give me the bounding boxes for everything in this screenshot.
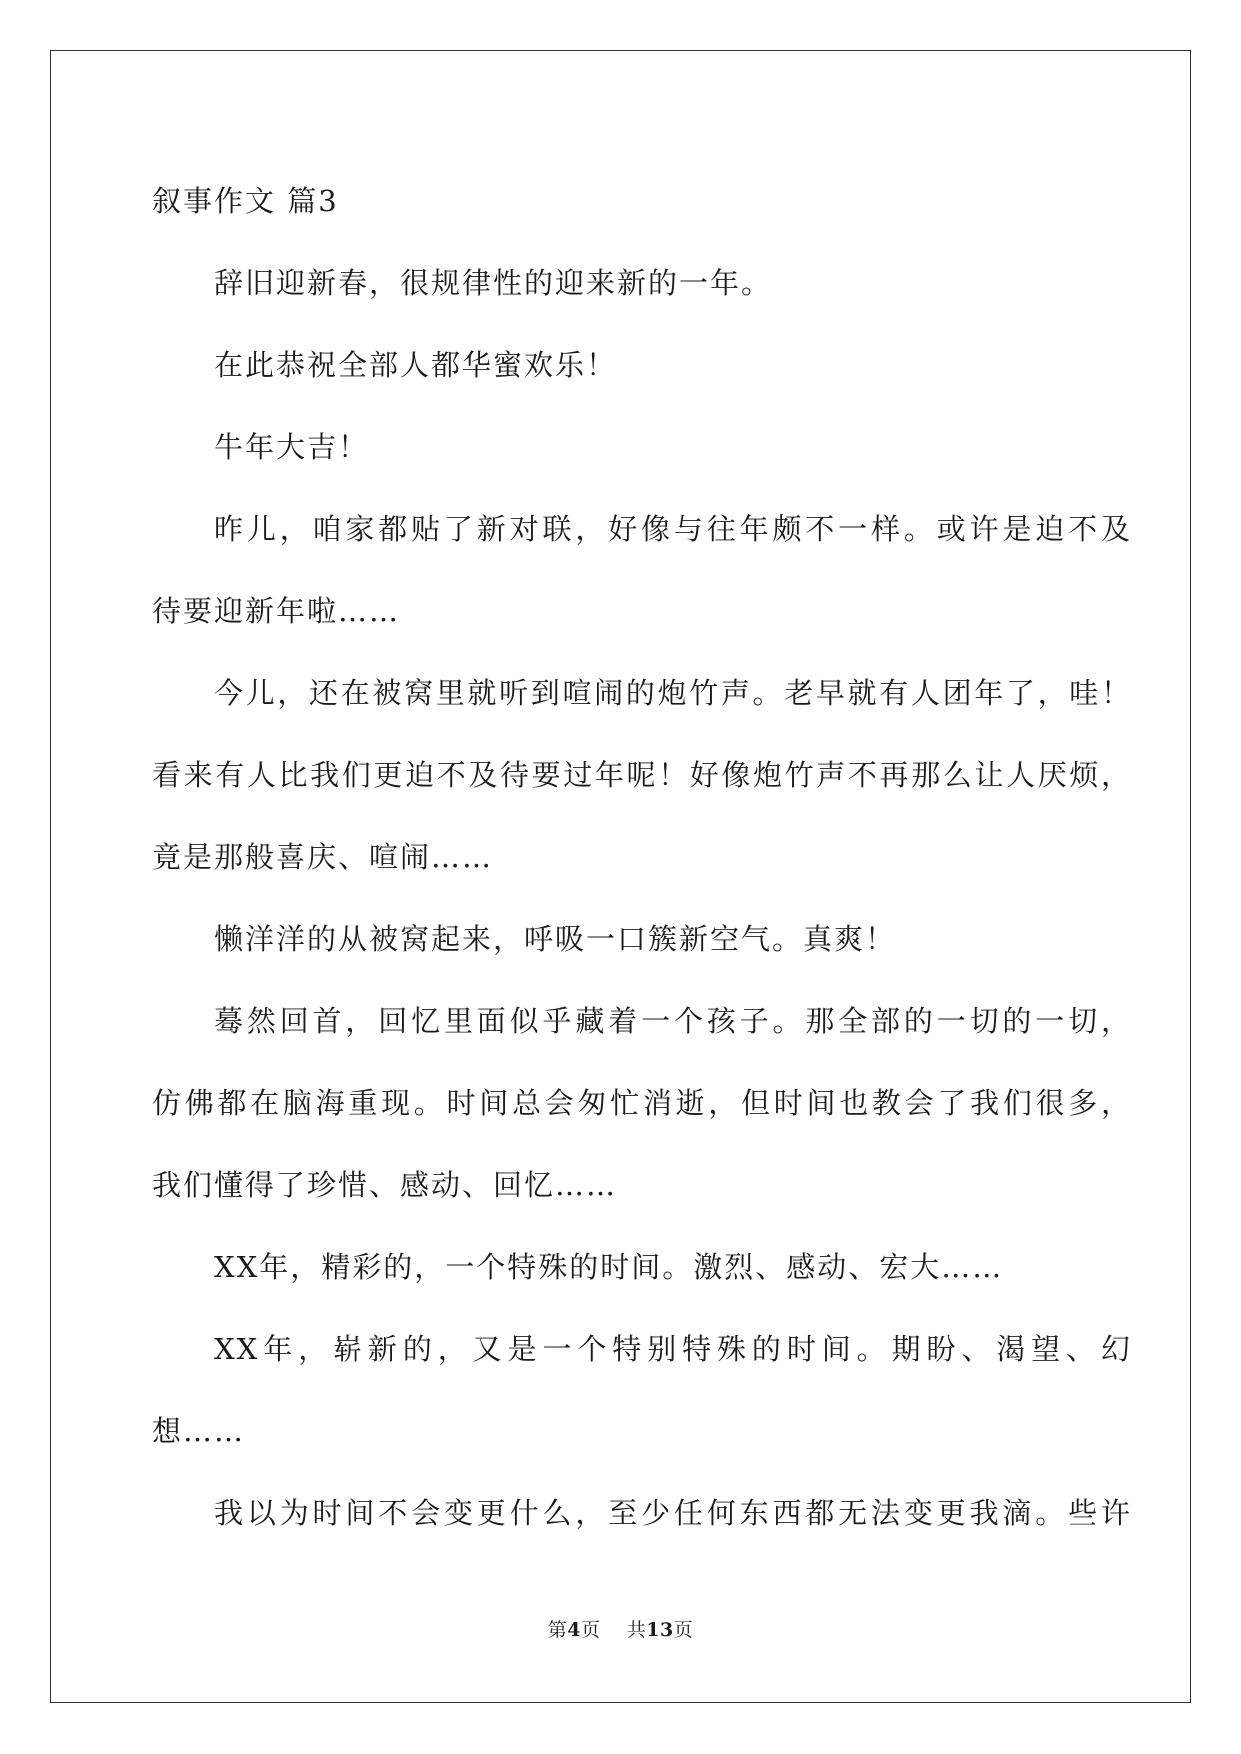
paragraph-line: 昨儿，咱家都贴了新对联，好像与往年颇不一样。或许是迫不及 bbox=[214, 512, 1132, 546]
paragraph-line: XX年，崭新的，又是一个特别特殊的时间。期盼、渴望、幻 bbox=[214, 1332, 1132, 1366]
paragraph-line: 待要迎新年啦…… bbox=[152, 594, 401, 628]
paragraph-line: 仿佛都在脑海重现。时间总会匆忙消逝，但时间也教会了我们很多， bbox=[152, 1086, 1132, 1120]
essay-heading: 叙事作文 篇3 bbox=[152, 184, 339, 218]
document-body bbox=[152, 160, 1132, 1554]
footer-page-number: 4 bbox=[567, 1619, 582, 1641]
paragraph-line: 想…… bbox=[152, 1414, 246, 1448]
paragraph-line: 今儿，还在被窝里就听到喧闹的炮竹声。老早就有人团年了，哇！ bbox=[214, 676, 1132, 710]
page-footer bbox=[0, 1615, 1241, 1642]
footer-prefix: 第 bbox=[547, 1619, 568, 1641]
paragraph-line: 辞旧迎新春，很规律性的迎来新的一年。 bbox=[214, 266, 773, 300]
footer-total-prefix: 共 bbox=[626, 1619, 647, 1641]
paragraph-line: 蓦然回首，回忆里面似乎藏着一个孩子。那全部的一切的一切， bbox=[214, 1004, 1132, 1038]
paragraph-line: 我以为时间不会变更什么，至少任何东西都无法变更我滴。些许 bbox=[214, 1496, 1132, 1530]
footer-page-suffix: 页 bbox=[581, 1619, 601, 1641]
paragraph-line: XX年，精彩的，一个特殊的时间。激烈、感动、宏大…… bbox=[214, 1250, 1004, 1284]
footer-total-suffix: 页 bbox=[673, 1619, 694, 1641]
paragraph-line: 我们懂得了珍惜、感动、回忆…… bbox=[152, 1168, 618, 1202]
footer-total-pages: 13 bbox=[646, 1619, 674, 1641]
paragraph-line: 竟是那般喜庆、喧闹…… bbox=[152, 840, 494, 874]
paragraph-line: 牛年大吉！ bbox=[214, 430, 370, 464]
paragraph-line: 懒洋洋的从被窝起来，呼吸一口簇新空气。真爽！ bbox=[214, 922, 897, 956]
paragraph-line: 在此恭祝全部人都华蜜欢乐！ bbox=[214, 348, 618, 382]
paragraph-line: 看来有人比我们更迫不及待要过年呢！好像炮竹声不再那么让人厌烦， bbox=[152, 758, 1132, 792]
